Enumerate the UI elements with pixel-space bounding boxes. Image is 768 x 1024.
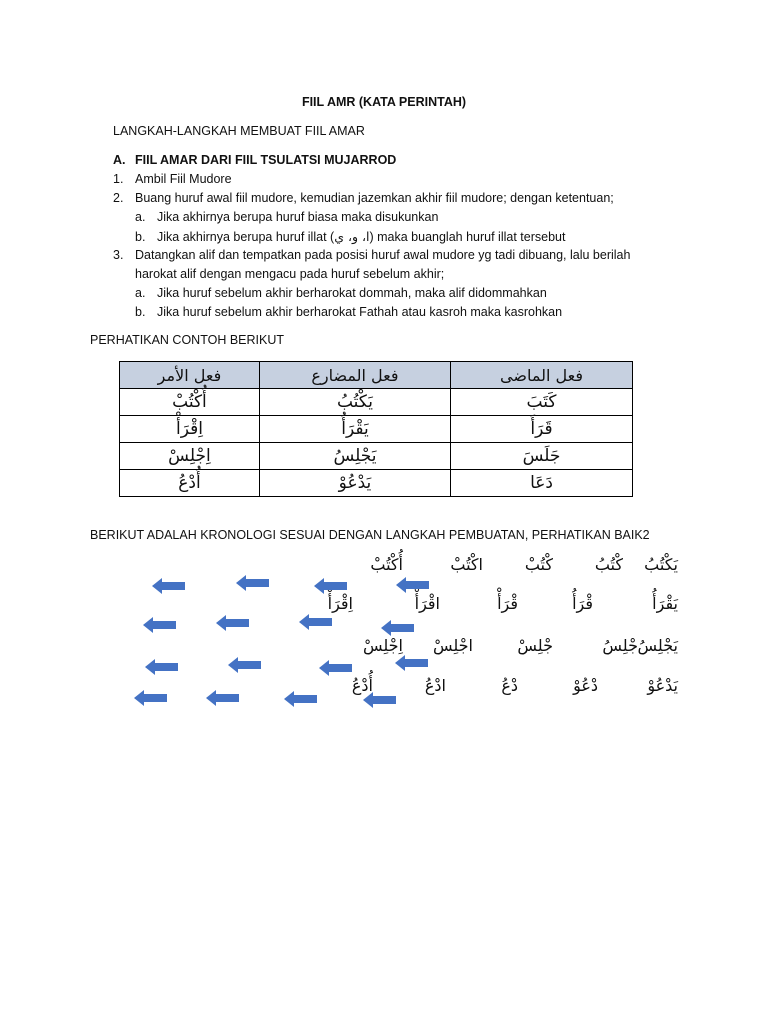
chrono-word: يَكْتُبُ [644,555,678,574]
step-1 [113,172,232,186]
table-cell: أُدْعُ [120,470,260,497]
table-cell: يَكْتُبُ [259,389,450,416]
header-amr: فعل الأمر [120,362,260,389]
chrono-word: قْرَأْ [497,594,518,613]
table-cell: أُكْتُبْ [120,389,260,416]
table-row [120,470,633,497]
left-arrow-icon [319,660,353,676]
step-text: Ambil Fiil Mudore [135,172,232,186]
sub-text: Jika akhirnya berupa huruf biasa maka disukunkan [157,210,439,224]
header-mudhori: فعل المضارع [259,362,450,389]
table-cell: جَلَسَ [451,443,633,470]
chrono-word: يَدْعُوْ [647,676,678,695]
left-arrow-icon [145,659,179,675]
chrono-word: اِجْلِسْ [362,636,403,655]
fiil-comparison-table [119,361,633,497]
section-marker: A. [113,153,126,167]
chrono-word: يَقْرَأُ [652,594,678,613]
left-arrow-icon [152,578,186,594]
sub-marker: b. [135,305,146,319]
table-header-row [120,362,633,389]
table-cell: اِقْرَأْ [120,416,260,443]
sub-text-post: ) maka buanglah huruf illat tersebut [369,230,566,244]
left-arrow-icon [363,692,397,708]
step-2b [135,229,565,244]
chrono-word: جْلِسْ [517,636,553,655]
section-a-heading [113,153,396,167]
step-3b [135,305,562,319]
page-title: FIIL AMR (KATA PERINTAH) [301,95,467,109]
left-arrow-icon [206,690,240,706]
sub-marker: b. [135,230,146,244]
chrono-word: دْعُ [501,676,518,695]
left-arrow-icon [134,690,168,706]
table-cell: كَتَبَ [451,389,633,416]
table-cell: يَدْعُوْ [259,470,450,497]
header-madhi: فعل الماضى [451,362,633,389]
step-2 [113,191,614,205]
left-arrow-icon [395,655,429,671]
step-3 [113,248,630,262]
left-arrow-icon [143,617,177,633]
left-arrow-icon [236,575,270,591]
chronology-heading: BERIKUT ADALAH KRONOLOGI SESUAI DENGAN LANGKAH PEMBUATAN, PERHATIKAN BAIK2 [90,528,650,542]
table-cell: يَقْرَأُ [259,416,450,443]
step-number: 2. [113,191,124,205]
chrono-word: يَجْلِسُ [637,636,678,655]
left-arrow-icon [284,691,318,707]
table-cell: دَعَا [451,470,633,497]
step-3a [135,286,547,300]
left-arrow-icon [228,657,262,673]
step-number: 1. [113,172,124,186]
chrono-word: اكْتُبْ [450,555,483,574]
left-arrow-icon [381,620,415,636]
chrono-word: كْتُبْ [524,555,553,574]
left-arrow-icon [216,615,250,631]
sub-text: Jika huruf sebelum akhir berharokat Fathah atau kasroh maka kasrohkan [157,305,563,319]
chrono-word: جْلِسُ [602,636,638,655]
table-cell: يَجْلِسُ [259,443,450,470]
step-number: 3. [113,248,124,262]
chrono-word: دْعُوْ [573,676,598,695]
table-row [120,389,633,416]
subtitle: LANGKAH-LANGKAH MEMBUAT FIIL AMAR [113,124,365,138]
chrono-word: ادْعُ [424,676,446,695]
section-text: FIIL AMAR DARI FIIL TSULATSI MUJARROD [135,153,397,167]
left-arrow-icon [396,577,430,593]
left-arrow-icon [314,578,348,594]
step-text-line1: Datangkan alif dan tempatkan pada posisi huruf awal mudore yg tadi dibuang, lalu berilah [135,248,631,262]
chrono-word: أُدْعُ [351,676,373,695]
chrono-word: كْتُبُ [594,555,623,574]
chrono-word: اقْرَأْ [414,594,440,613]
step-text: Buang huruf awal fiil mudore, kemudian jazemkan akhir fiil mudore; dengan ketentuan; [135,191,614,205]
example-heading: PERHATIKAN CONTOH BERIKUT [90,333,285,347]
table-row [120,443,633,470]
chrono-word: قْرَأُ [572,594,593,613]
step-2a [135,210,438,224]
chrono-word: اجْلِسْ [432,636,473,655]
step-3-line2: harokat alif dengan mengacu pada huruf sebelum akhir; [135,267,445,281]
chrono-word: اِقْرَأْ [327,594,353,613]
table-cell: اِجْلِسْ [120,443,260,470]
illat-letters: ا، و، ي [334,229,370,244]
left-arrow-icon [299,614,333,630]
sub-text-pre: Jika akhirnya berupa huruf illat ( [157,230,335,244]
chrono-word: أُكْتُبْ [370,555,403,574]
table-cell: قَرَأَ [451,416,633,443]
sub-text: Jika huruf sebelum akhir berharokat dommah, maka alif didommahkan [157,286,547,300]
table-row [120,416,633,443]
sub-marker: a. [135,286,146,300]
sub-marker: a. [135,210,146,224]
